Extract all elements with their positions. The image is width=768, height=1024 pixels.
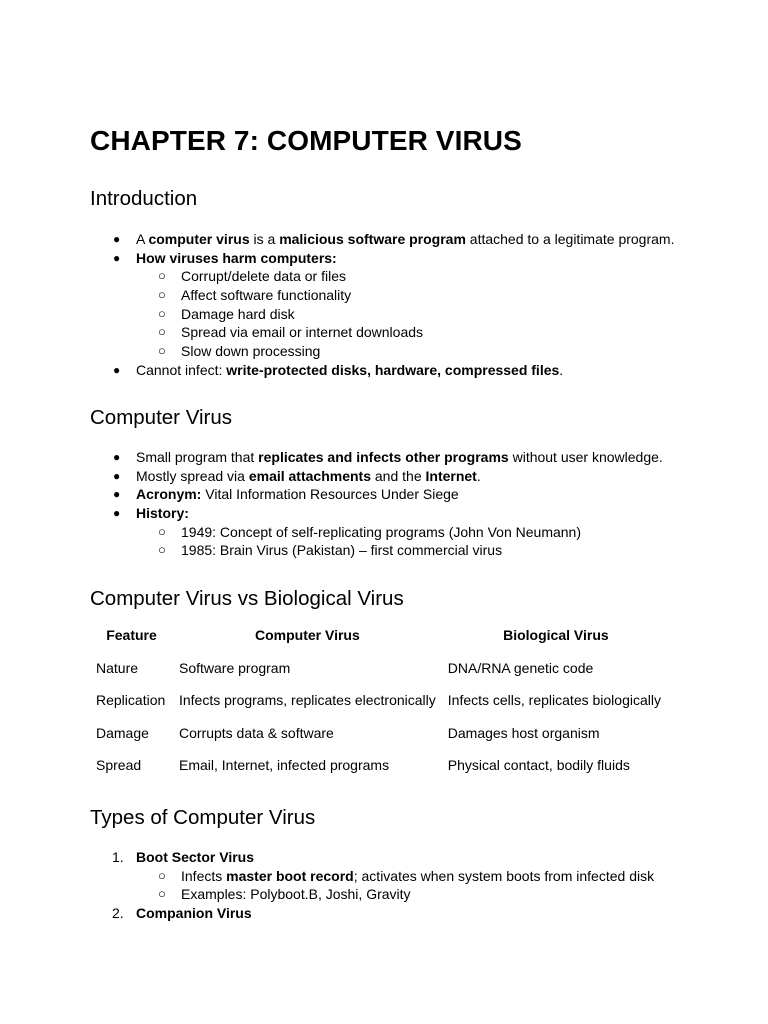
sub-list-item-text: Affect software functionality — [181, 287, 352, 304]
table-cell: DNA/RNA genetic code — [447, 659, 594, 676]
table-cell: Replication — [96, 692, 166, 708]
bullet-icon: ● — [113, 232, 121, 246]
table-cell: Infects programs, replicates electronically — [178, 692, 436, 708]
table-row — [90, 717, 670, 750]
sub-list-item-text: 1949: Concept of self-replicating programs (John Von Neumann) — [181, 523, 581, 540]
table-cell: Nature — [96, 659, 139, 676]
chapter-title: CHAPTER 7: COMPUTER VIRUS — [90, 125, 522, 156]
table-cell: Infects cells, replicates biologically — [447, 692, 661, 708]
sub-bullet-icon: ○ — [158, 268, 166, 284]
table-header-cell: Biological Virus — [503, 627, 609, 643]
table-header-row — [90, 619, 670, 652]
table-cell: Software program — [178, 659, 291, 676]
bullet-icon: ● — [113, 362, 121, 377]
sub-bullet-icon: ○ — [158, 324, 166, 340]
list-item-text: Mostly spread via email attachments and the Internet. — [136, 467, 481, 484]
list-item-text: History: — [136, 505, 189, 522]
list-item-text: Boot Sector Virus — [136, 849, 254, 865]
table-cell: Email, Internet, infected programs — [178, 757, 390, 773]
sub-bullet-icon: ○ — [158, 886, 166, 902]
bullet-icon: ● — [113, 468, 121, 483]
sub-bullet-icon: ○ — [158, 287, 166, 303]
table-cell: Damages host organism — [447, 724, 600, 741]
list-number: 1. — [112, 849, 124, 865]
section-heading-comparison: Computer Virus vs Biological Virus — [90, 587, 404, 610]
sub-bullet-icon: ○ — [158, 343, 166, 359]
table-header-cell: Computer Virus — [254, 627, 360, 643]
list-item-text: A computer virus is a malicious software program attached to a legitimate program. — [136, 231, 675, 247]
list-item-text: How viruses harm computers: — [136, 249, 337, 266]
sub-bullet-icon: ○ — [158, 523, 166, 539]
sub-list-item-text: Infects master boot record; activates when system boots from infected disk — [181, 867, 655, 884]
sub-list-item-text: Corrupt/delete data or files — [181, 268, 346, 285]
list-item-text: Companion Virus — [136, 905, 252, 922]
comparison-table — [90, 619, 670, 782]
list-number: 2. — [112, 905, 124, 922]
sub-list-item-text: Spread via email or internet downloads — [181, 324, 424, 341]
table-row — [90, 749, 670, 782]
section-heading-introduction: Introduction — [90, 187, 198, 210]
section-heading-computer-virus: Computer Virus — [90, 406, 233, 429]
section-heading-types: Types of Computer Virus — [90, 806, 316, 829]
table-row — [90, 652, 670, 685]
bullet-icon: ● — [113, 506, 121, 521]
table-cell: Physical contact, bodily fluids — [447, 757, 630, 773]
sub-bullet-icon: ○ — [158, 867, 166, 883]
sub-list-item-text: Slow down processing — [181, 343, 321, 360]
table-header-cell: Feature — [106, 627, 157, 643]
table-row — [90, 684, 670, 717]
list-item-text: Cannot infect: write-protected disks, hardware, compressed files. — [136, 361, 564, 378]
sub-bullet-icon: ○ — [158, 542, 166, 558]
sub-list-item-text: Damage hard disk — [181, 305, 295, 322]
sub-bullet-icon: ○ — [158, 305, 166, 321]
list-item-text: Acronym: Vital Information Resources Under Siege — [136, 486, 459, 503]
bullet-icon: ● — [113, 450, 121, 464]
bullet-icon: ● — [113, 487, 121, 502]
table-cell: Spread — [96, 757, 142, 773]
table-cell: Corrupts data & software — [178, 724, 334, 741]
bullet-icon: ● — [113, 250, 121, 265]
sub-list-item-text: Examples: Polyboot.B, Joshi, Gravity — [181, 886, 411, 903]
list-item-text: Small program that replicates and infects other programs without user knowledge. — [136, 449, 663, 465]
table-cell: Damage — [96, 724, 149, 741]
sub-list-item-text: 1985: Brain Virus (Pakistan) – first commercial virus — [181, 542, 503, 559]
